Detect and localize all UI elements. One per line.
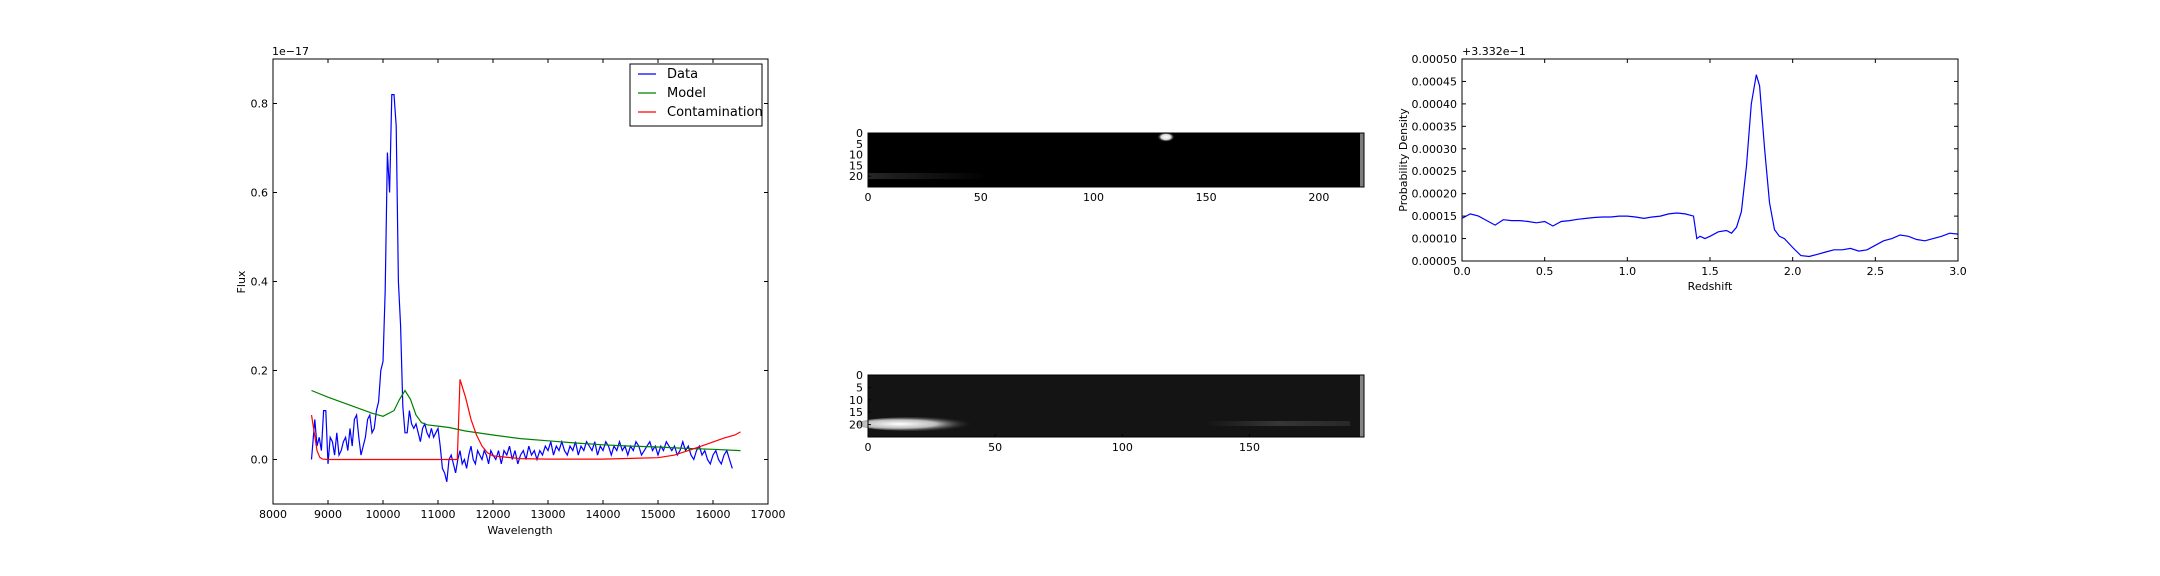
spectrum-xtick-label: 10000 [365, 508, 401, 521]
image-bottom-right-streak [1205, 421, 1350, 426]
spectrum-series-model [312, 391, 741, 451]
spectrum-ytick-label: 0.0 [250, 453, 268, 467]
legend-label-contamination: Contamination [667, 105, 763, 120]
legend-label-model: Model [667, 86, 707, 101]
spectrum-xtick-label: 8000 [259, 508, 287, 521]
image-bottom-xtick-label: 50 [988, 441, 1003, 454]
spectrum-series-group [312, 95, 741, 482]
spectrum-xtick-label: 16000 [695, 508, 731, 521]
spectrum-xtick-label: 11000 [420, 508, 456, 521]
legend-label-data: Data [667, 67, 699, 82]
redshift-ticks [1412, 53, 1967, 278]
spectrum-panel [235, 45, 786, 537]
spectrum-xlabel: Wavelength [487, 524, 553, 537]
redshift-ytick-label: 0.00050 [1411, 53, 1457, 66]
spectrum-xtick-label: 12000 [475, 508, 511, 521]
image-top-xtick-label: 150 [1195, 191, 1217, 204]
redshift-ylabel: Probability Density [1397, 108, 1410, 212]
image-bottom-bright-streak [856, 417, 980, 431]
spectrum-ytick-label: 0.2 [250, 364, 268, 378]
spectrum-offset-label: 1e−17 [272, 45, 309, 58]
image-top-xtick-label: 50 [973, 191, 988, 204]
spectrum-xtick-label: 13000 [530, 508, 566, 521]
redshift-xtick-label: 2.5 [1866, 265, 1885, 278]
image-bottom-panel [849, 369, 1364, 454]
redshift-offset-label: +3.332e−1 [1462, 45, 1526, 58]
redshift-ytick-label: 0.00040 [1411, 97, 1457, 111]
spectrum-legend [630, 64, 763, 126]
image-top-xtick-label: 100 [1082, 191, 1104, 204]
redshift-xtick-label: 1.0 [1618, 265, 1637, 278]
redshift-ytick-label: 0.00045 [1411, 75, 1457, 89]
spectrum-ytick-label: 0.6 [250, 186, 268, 200]
redshift-ytick-label: 0.00020 [1411, 187, 1457, 201]
image-top-ytick-label: 15 [849, 159, 863, 173]
spectrum-ytick-label: 0.8 [250, 97, 268, 111]
redshift-xtick-label: 0.0 [1453, 265, 1471, 278]
spectrum-xtick-label: 9000 [314, 508, 342, 521]
redshift-ytick-label: 0.00030 [1411, 142, 1457, 156]
image-top-xtick-label: 200 [1308, 191, 1330, 204]
spectrum-series-data [312, 95, 733, 482]
image-bottom-ytick-label: 20 [849, 418, 863, 432]
redshift-panel [1397, 45, 1967, 293]
redshift-xlabel: Redshift [1687, 280, 1733, 293]
image-top-ytick-label: 0 [856, 127, 863, 140]
redshift-ytick-label: 0.00005 [1411, 255, 1457, 268]
spectrum-xtick-label: 17000 [750, 508, 786, 521]
image-top-faint-streak [868, 173, 988, 179]
redshift-xtick-label: 2.0 [1783, 265, 1802, 278]
image-bottom-ytick-label: 5 [856, 381, 863, 395]
redshift-ytick-label: 0.00035 [1411, 120, 1457, 134]
redshift-xtick-label: 1.5 [1701, 265, 1719, 278]
image-top-right-edge [1360, 133, 1364, 187]
redshift-axes-frame [1462, 59, 1958, 261]
redshift-ytick-label: 0.00025 [1411, 165, 1457, 179]
image-top-ytick-label: 10 [849, 148, 863, 162]
spectrum-xtick-label: 15000 [640, 508, 676, 521]
image-bottom-ytick-label: 0 [856, 369, 863, 382]
redshift-xtick-label: 3.0 [1949, 265, 1967, 278]
image-bottom-ytick-label: 10 [849, 393, 863, 407]
image-top-xtick-label: 0 [864, 191, 872, 204]
redshift-xtick-label: 0.5 [1535, 265, 1554, 278]
spectrum-ylabel: Flux [235, 270, 248, 294]
image-bottom-right-edge [1360, 375, 1364, 437]
spectrum-ytick-label: 0.4 [250, 275, 268, 289]
image-top-panel [849, 127, 1364, 204]
redshift-ytick-label: 0.00015 [1411, 210, 1457, 224]
image-bottom-xtick-label: 150 [1239, 441, 1261, 454]
image-top-ytick-label: 20 [849, 170, 863, 184]
image-bottom-xtick-label: 100 [1111, 441, 1133, 454]
redshift-series-pdf [1462, 75, 1958, 257]
image-bottom-xtick-label: 0 [864, 441, 872, 454]
image-bottom-ytick-label: 15 [849, 406, 863, 420]
image-top-ytick-label: 5 [856, 137, 863, 151]
redshift-series-group [1462, 75, 1958, 257]
redshift-ytick-label: 0.00010 [1411, 232, 1457, 246]
spectrum-xtick-label: 14000 [585, 508, 621, 521]
